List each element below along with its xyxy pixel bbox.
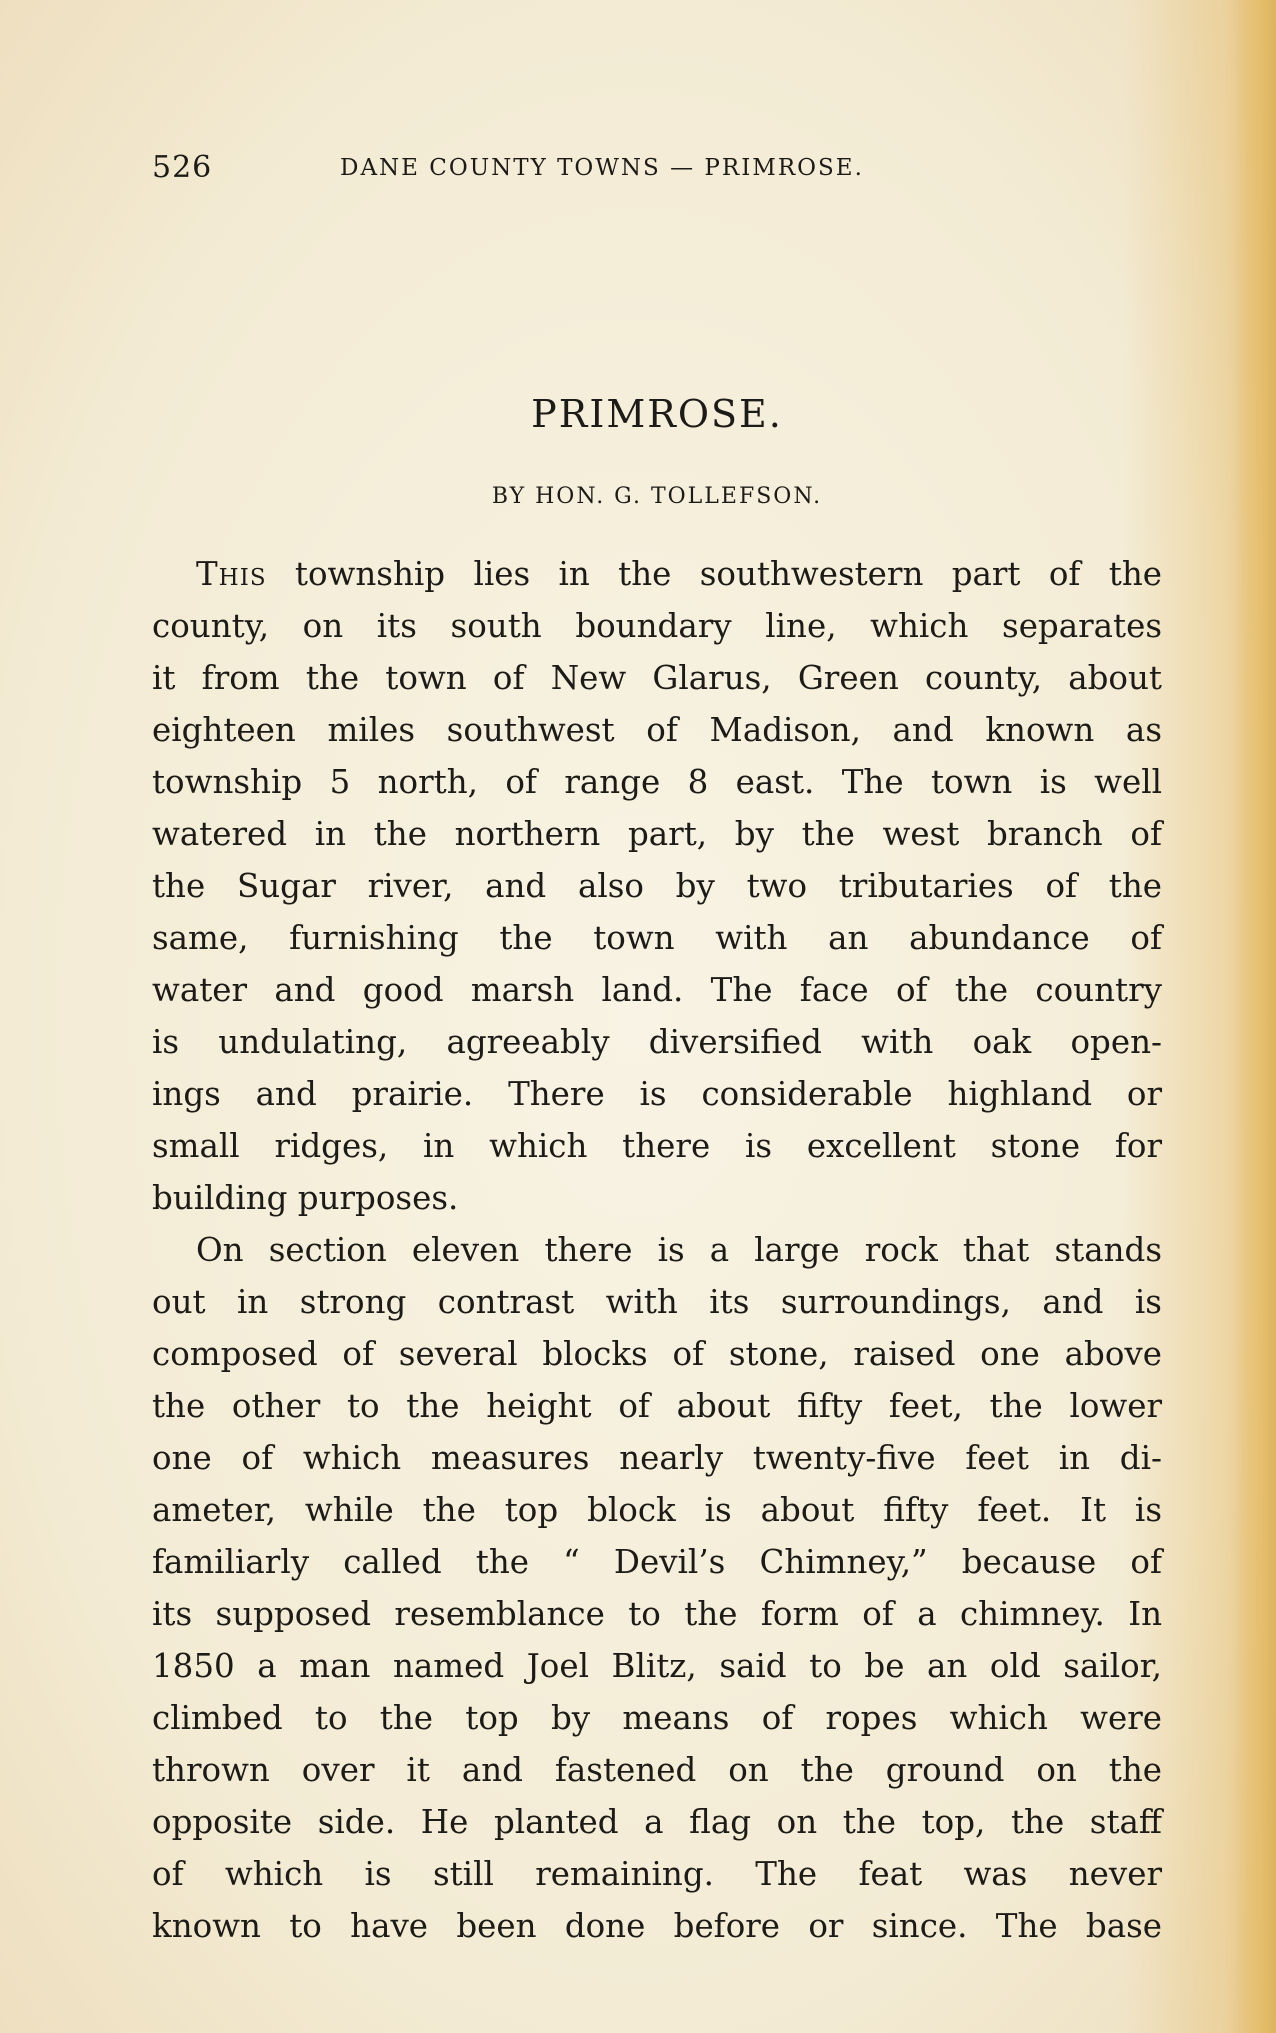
text-line: out in strong contrast with its surroundings, and is xyxy=(152,1283,1162,1321)
text-line: the Sugar river, and also by two tributaries of the xyxy=(152,867,1162,905)
text-line: ameter, while the top block is about fifty feet. It is xyxy=(152,1491,1162,1529)
page-number: 526 xyxy=(152,150,213,185)
paragraph-2 xyxy=(152,1224,1162,1952)
lead-word: This xyxy=(196,555,267,593)
running-header xyxy=(152,150,1152,190)
text-line: it from the town of New Glarus, Green county, about xyxy=(152,659,1162,697)
paragraph-1 xyxy=(152,548,1162,1224)
text-line: eighteen miles southwest of Madison, and known as xyxy=(152,711,1162,749)
text-line: its supposed resemblance to the form of a chimney. In xyxy=(152,1595,1162,1633)
text-line xyxy=(152,548,1162,600)
text-line-content: township lies in the southwestern part of the xyxy=(266,555,1162,593)
text-line: 1850 a man named Joel Blitz, said to be an old sailor, xyxy=(152,1647,1162,1685)
text-line: building purposes. xyxy=(152,1179,459,1217)
text-line: county, on its south boundary line, which separates xyxy=(152,607,1162,645)
running-title: DANE COUNTY TOWNS — PRIMROSE. xyxy=(340,155,864,181)
text-line: ings and prairie. There is considerable highland or xyxy=(152,1075,1162,1113)
text-line: water and good marsh land. The face of the country xyxy=(152,971,1162,1009)
text-line: opposite side. He planted a flag on the top, the staff xyxy=(152,1803,1162,1841)
text-line: familiarly called the “ Devil’s Chimney,” because of xyxy=(152,1543,1162,1581)
author-byline: BY HON. G. TOLLEFSON. xyxy=(491,484,823,509)
text-line: one of which measures nearly twenty-five feet in di- xyxy=(152,1439,1162,1477)
text-line: same, furnishing the town with an abundance of xyxy=(152,919,1162,957)
text-line: known to have been done before or since. The base xyxy=(152,1907,1162,1945)
text-line: the other to the height of about fifty feet, the lower xyxy=(152,1387,1162,1425)
text-line: watered in the northern part, by the west branch of xyxy=(152,815,1162,853)
text-line: On section eleven there is a large rock that stands xyxy=(196,1231,1162,1269)
text-line: climbed to the top by means of ropes which were xyxy=(152,1699,1162,1737)
page-edge-shading xyxy=(1234,0,1276,2033)
chapter-title: PRIMROSE. xyxy=(531,392,783,436)
text-line: of which is still remaining. The feat was never xyxy=(152,1855,1162,1893)
text-line: township 5 north, of range 8 east. The town is well xyxy=(152,763,1162,801)
text-line: is undulating, agreeably diversified with oak open- xyxy=(152,1023,1162,1061)
text-line: small ridges, in which there is excellent stone for xyxy=(152,1127,1162,1165)
text-line: composed of several blocks of stone, raised one above xyxy=(152,1335,1162,1373)
text-line: thrown over it and fastened on the ground on the xyxy=(152,1751,1162,1789)
